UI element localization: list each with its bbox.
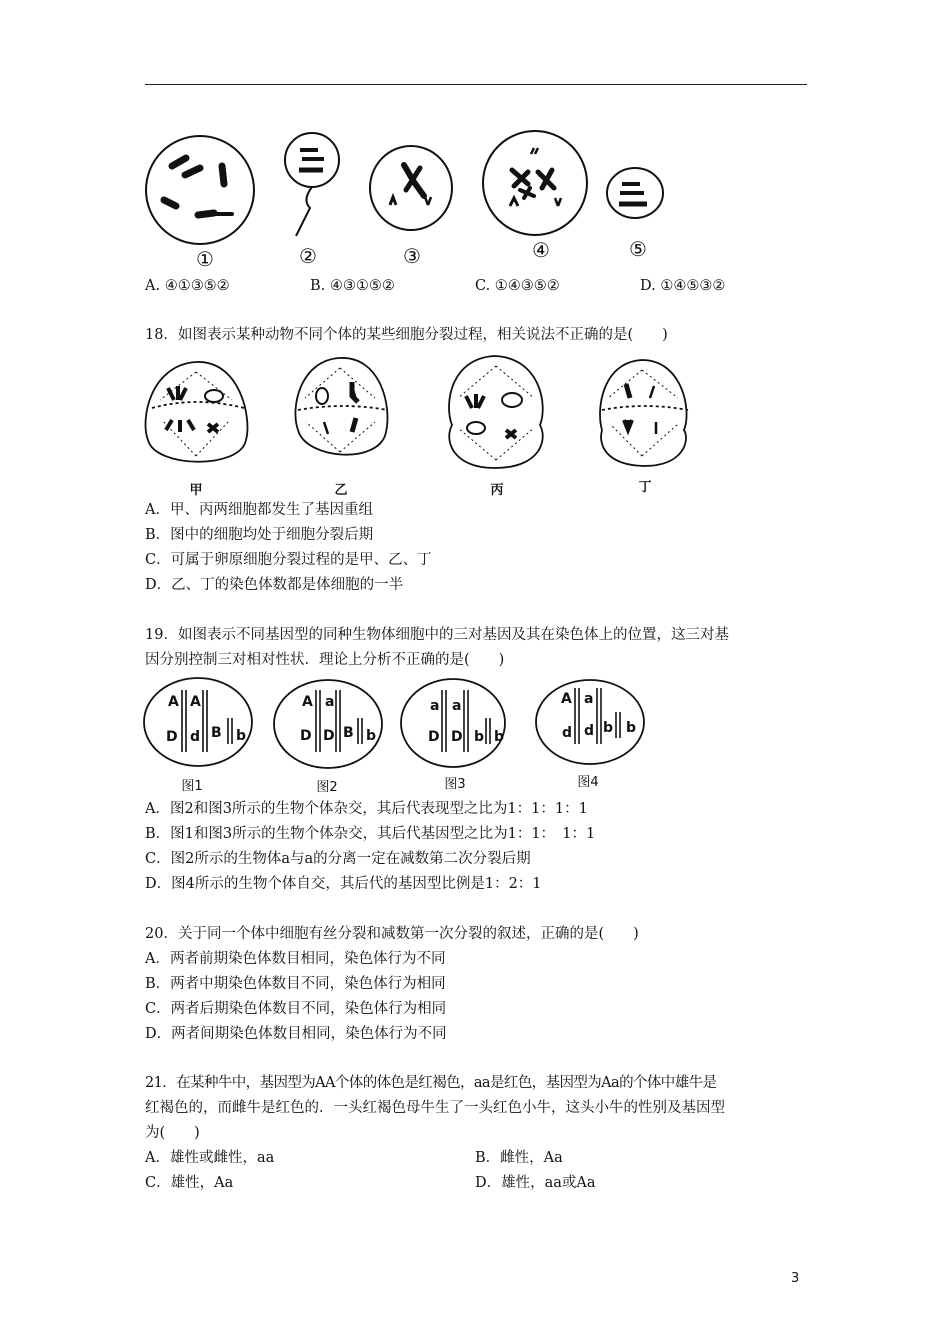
q19-option-d: D．图4所示的生物个体自交，其后代的基因型比例是1：2：1 xyxy=(145,876,542,892)
q18-option-a: A．甲、丙两细胞都发生了基因重组 xyxy=(145,502,373,518)
q19-fig4-gene-3: d xyxy=(562,725,573,741)
q21-stem-line1: 21．在某种牛中，基因型为AA个体的体色是红褐色，aa是红色，基因型为Aa的个体中雄牛是 xyxy=(145,1075,717,1091)
q17-option-d: D. ①④⑤③② xyxy=(640,278,726,294)
q19-label-fig4: 图4 xyxy=(577,775,599,790)
q21-stem-line2: 红褐色的，而雌牛是红色的．一头红褐色母牛生了一头红色小牛，这头小牛的性别及基因型 xyxy=(145,1100,725,1116)
q19-fig3-gene-1: a xyxy=(430,698,440,714)
q19-fig4-gene-6: b xyxy=(626,720,637,736)
q17-label-4: ④ xyxy=(532,238,550,262)
q17-option-c: C. ①④③⑤② xyxy=(475,278,560,294)
q17-label-2: ② xyxy=(299,244,317,268)
q19-fig4-gene-5: b xyxy=(603,720,614,736)
q17-label-1: ① xyxy=(196,247,214,271)
q19-fig3-gene-2: a xyxy=(452,698,462,714)
q21-option-c: C．雄性，Aa xyxy=(145,1175,234,1191)
q17-option-a: A. ④①③⑤② xyxy=(145,278,230,294)
q20-stem: 20．关于同一个体中细胞有丝分裂和减数第一次分裂的叙述，正确的是( ) xyxy=(145,926,639,942)
q18-stem: 18．如图表示某种动物不同个体的某些细胞分裂过程，相关说法不正确的是( ) xyxy=(145,327,668,343)
q20-option-a: A．两者前期染色体数目相同，染色体行为不同 xyxy=(145,951,446,967)
q18-label-ding: 丁 xyxy=(638,480,652,495)
q19-fig4-gene-1: A xyxy=(561,691,572,707)
q19-fig3-gene-3: D xyxy=(428,729,440,745)
q19-option-a: A．图2和图3所示的生物个体杂交，其后代表现型之比为1：1：1：1 xyxy=(145,801,588,817)
q19-fig2-gene-1: A xyxy=(302,694,313,710)
q20-option-b: B．两者中期染色体数目不同，染色体行为相同 xyxy=(145,976,446,992)
q18-option-b: B．图中的细胞均处于细胞分裂后期 xyxy=(145,527,374,543)
q19-fig1-gene-2: A xyxy=(190,694,201,710)
q19-fig2-gene-6: b xyxy=(366,728,377,744)
q19-label-fig1: 图1 xyxy=(181,779,203,794)
q21-option-d: D．雄性，aa或Aa xyxy=(475,1175,596,1191)
q19-fig2-gene-4: D xyxy=(323,728,335,744)
q19-fig4-gene-4: d xyxy=(584,723,595,739)
q19-fig3-gene-5: b xyxy=(474,729,485,745)
q20-option-c: C．两者后期染色体数目不同，染色体行为相同 xyxy=(145,1001,447,1017)
q19-stem-line1: 19．如图表示不同基因型的同种生物体细胞中的三对基因及其在染色体上的位置，这三对基 xyxy=(145,627,729,643)
q19-fig3-gene-6: b xyxy=(494,729,505,745)
q17-option-b: B. ④③①⑤② xyxy=(310,278,395,294)
q19-fig1-gene-1: A xyxy=(168,694,179,710)
q19-fig1-gene-6: b xyxy=(236,728,247,744)
q19-fig2-gene-3: D xyxy=(300,728,312,744)
q17-label-3: ③ xyxy=(403,244,421,268)
q18-option-c: C．可属于卵原细胞分裂过程的是甲、乙、丁 xyxy=(145,552,432,568)
q19-option-b: B．图1和图3所示的生物个体杂交，其后代基因型之比为1：1： 1：1 xyxy=(145,826,596,842)
q19-label-fig2: 图2 xyxy=(316,780,338,795)
page-number: 3 xyxy=(791,1271,800,1286)
q18-label-yi: 乙 xyxy=(334,483,348,498)
q18-option-d: D．乙、丁的染色体数都是体细胞的一半 xyxy=(145,577,404,593)
q21-option-a: A．雄性或雌性，aa xyxy=(145,1150,275,1166)
q20-option-d: D．两者间期染色体数目相同，染色体行为不同 xyxy=(145,1026,447,1042)
q21-stem-line3: 为( ) xyxy=(145,1125,200,1141)
q19-fig4-gene-2: a xyxy=(584,691,594,707)
q19-fig1-gene-4: d xyxy=(190,729,201,745)
q19-stem-line2: 因分别控制三对相对性状．理论上分析不正确的是( ) xyxy=(145,652,505,668)
q19-option-c: C．图2所示的生物体a与a的分离一定在减数第二次分裂后期 xyxy=(145,851,531,867)
q19-fig1-gene-3: D xyxy=(166,729,178,745)
q19-label-fig3: 图3 xyxy=(444,777,466,792)
q19-fig2-gene-2: a xyxy=(325,694,335,710)
q19-fig1-gene-5: B xyxy=(211,725,222,741)
q17-label-5: ⑤ xyxy=(629,237,647,261)
q18-label-jia: 甲 xyxy=(189,483,203,498)
q18-label-bing: 丙 xyxy=(490,483,504,498)
q21-option-b: B．雌性，Aa xyxy=(475,1150,563,1166)
q19-fig3-gene-4: D xyxy=(451,729,463,745)
q19-fig2-gene-5: B xyxy=(343,725,354,741)
